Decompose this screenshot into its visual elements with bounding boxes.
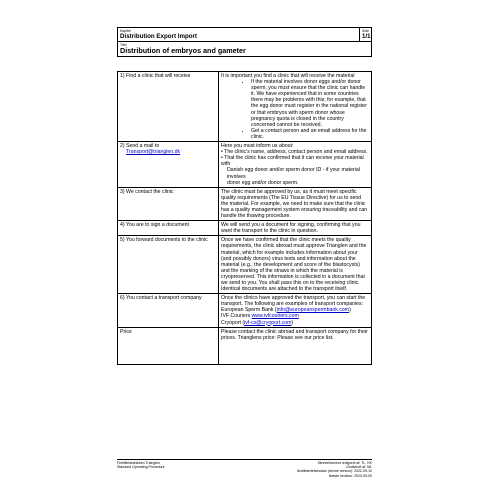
table-row (118, 142, 372, 188)
company-website-link[interactable]: www.ivfcouriers.com (251, 313, 299, 320)
chapter-label: Kapitel (120, 29, 131, 33)
document-footer (117, 459, 372, 478)
description-cell: Please contact the clinic abroad and transport company for their prices. Trianglens price: Please see our price list. (219, 327, 372, 364)
step-cell: 3) We contact the clinic (118, 187, 219, 220)
description-cell: The clinic must be approved by us, as it must meet specific quality requirements (The EU Tissue Directive) for us to send the material. For example, we need to make sure that the clinic has a quality management system ensuring traceability and can handle the thawing procedure. (219, 187, 372, 220)
description-cell (219, 294, 372, 327)
table-row (118, 236, 372, 294)
description-line: Danish egg donor and/or sperm donor ID - if your material involves (227, 167, 360, 180)
description-line: • That the clinic has confirmed that it can receive your material with (221, 155, 364, 168)
company-name: Cryoport ( (221, 319, 245, 326)
footer-clinic: Fertilitetsklinikken Trianglen (117, 461, 160, 465)
chapter-value: Distribution Export Import (120, 33, 197, 40)
description-cell (219, 72, 372, 142)
company-line (221, 320, 369, 326)
page-label: Side (362, 29, 370, 33)
header-row-title (118, 42, 371, 56)
footer-doc-type: Standard Operating Procedure (117, 465, 165, 470)
list-item: • Get a contact person and an email address for the clinic. (251, 128, 369, 140)
transport-email-link[interactable]: Transport@trianglen.dk (126, 149, 181, 156)
description-cell: We will send you a document for signing, confirming that you want the transport to the clinic in question. (219, 221, 372, 236)
footer-effective-date: Ikrafttrædelsesdato (denne version): 2022-09-10 (296, 469, 372, 474)
company-suffix: ) (349, 307, 351, 314)
company-email-link[interactable]: ivf-cs@cryoport.com (244, 319, 292, 326)
table-row (118, 187, 372, 220)
step-cell: 5) You forward documents to the clinic (118, 236, 219, 294)
company-email-link[interactable]: info@europeanspermbank.com (276, 307, 350, 314)
table-row (118, 72, 372, 142)
company-name: IVF Couriers (221, 313, 252, 320)
page-cell (360, 28, 371, 41)
description-intro: Once the clinics have approved the transport, you can start the transport. The following are examples of transport companies: (221, 295, 366, 308)
title-label: Titel (120, 43, 127, 47)
footer-next-revision: Næste revision: 2023-09-09 (328, 473, 372, 478)
chapter-cell (118, 28, 360, 41)
description-line: Here you must inform us about: (221, 143, 294, 150)
description-cell: Once we have confirmed that the clinic meets the quality requirements, the clinic abroad must approve Trianglen and the material, which for example includes information about your (and possibly donors) virus tests and information about the material (e.g., the development and score of the blastocysts) and the marking of the straws in which the material is cryopreserved. This information is collected in a document that we send to you. You shall pass this on to the receiving clinic. Identical documents are attached to the transport itself. (219, 236, 372, 294)
table-row (118, 221, 372, 236)
document-title: Distribution of embryos and gameter (120, 46, 246, 55)
company-name: European Sperm Bank ( (221, 307, 277, 314)
document-header (117, 27, 372, 57)
step-cell: 1) Find a clinic that will receive (118, 72, 219, 142)
company-suffix: ) (291, 319, 294, 326)
step-cell: 6) You contact a transport company (118, 294, 219, 327)
step-cell (118, 142, 219, 188)
table-row (118, 327, 372, 364)
list-item: • If the material involves donor eggs and/or donor sperm, you must ensure that the clinic can handle it. We have experienced that in some countries there may be problems with this; for example, that the egg donor must register in the national register or that embryos with sperm donor whose pregnancy quota is closed in the country concerned cannot be received. (251, 79, 369, 128)
step-label: 2) Send a mail to (120, 143, 160, 150)
footer-right (297, 461, 372, 478)
description-intro: It is important you find a clinic that will receive the material (221, 73, 355, 79)
footer-author: Skrevet/senest redigeret af: TL, KK (317, 461, 372, 465)
description-cell (219, 142, 372, 188)
description-line: • The clinic's name, address, contact person and email address. (221, 149, 368, 156)
procedure-table (117, 71, 372, 365)
title-cell (118, 42, 371, 56)
step-cell: Price (118, 327, 219, 364)
description-line: donor egg and/or donor sperm. (227, 179, 299, 186)
step-cell: 4) You are to sign a document (118, 221, 219, 236)
header-row-chapter (118, 28, 371, 42)
table-row (118, 294, 372, 327)
page-value: 1/1 (362, 33, 371, 40)
footer-approver: Godkendt af: ML (346, 465, 372, 470)
bullet-list (221, 79, 369, 140)
footer-left (117, 461, 165, 469)
